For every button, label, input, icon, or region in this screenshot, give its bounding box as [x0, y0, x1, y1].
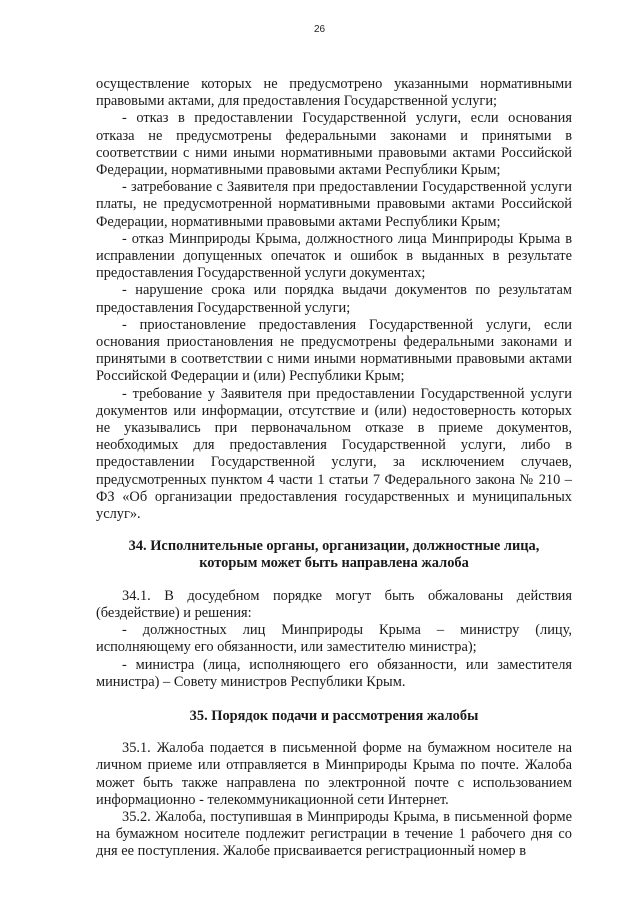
- list-item: - должностных лиц Минприроды Крыма – министру (лицу, исполняющему его обязанности, или заместителю министра);: [96, 622, 572, 656]
- paragraph: осуществление которых не предусмотрено указанными нормативными правовыми актами, для предоставления Государственной услуги;: [96, 76, 572, 110]
- list-item: - нарушение срока или порядка выдачи документов по результатам предоставления Государственной услуги;: [96, 282, 572, 316]
- list-item: - затребование с Заявителя при предоставлении Государственной услуги платы, не предусмотренной нормативными правовыми актами Российской Федерации, нормативными правовыми актами Республики Крым;: [96, 179, 572, 230]
- section-34-heading-line1: 34. Исполнительные органы, организации, должностные лица,: [128, 538, 540, 555]
- paragraph: 34.1. В досудебном порядке могут быть обжалованы действия (бездействие) и решения:: [96, 587, 572, 621]
- page-number: 26: [313, 24, 326, 35]
- section-35-heading: 35. Порядок подачи и рассмотрения жалобы: [189, 707, 479, 724]
- list-item: - отказ Минприроды Крыма, должностного лица Минприроды Крыма в исправлении допущенных опечаток и ошибок в выданных в результате предоставления Государственной услуги документах;: [96, 230, 572, 282]
- list-item: - министра (лица, исполняющего его обязанности, или заместителя министра) – Совету министров Республики Крым.: [96, 656, 572, 690]
- list-item: - отказ в предоставлении Государственной услуги, если основания отказа не предусмотрены федеральными законами и принятыми в соответствии с ними иными нормативными правовыми актами Российской Федерации, нормативными правовыми актами Республики Крым;: [96, 110, 572, 179]
- list-item: - приостановление предоставления Государственной услуги, если основания приостановления не предусмотрены федеральными законами и принятыми в соответствии с ними иными нормативными правовыми актами Российской Федерации и (или) Республики Крым;: [96, 316, 572, 385]
- document-body: [96, 76, 572, 861]
- section-34-heading-line2: которым может быть направлена жалоба: [199, 555, 469, 572]
- paragraph: 35.2. Жалоба, поступившая в Минприроды Крыма, в письменной форме на бумажном носителе подлежит регистрации в течение 1 рабочего дня со дня ее поступления. Жалобе присваивается регистрационный номер в: [96, 808, 572, 860]
- section-34-heading: [96, 538, 572, 572]
- list-item: - требование у Заявителя при предоставлении Государственной услуги документов или информации, отсутствие и (или) недостоверность которых не указывались при первоначальном отказе в приеме документов, необходимых для предоставления Государственной услуги, либо в предоставлении Государственной услуги, за исключением случаев, предусмотренных пунктом 4 части 1 статьи 7 Федерального закона № 210 – ФЗ «Об организации предоставления государственных и муниципальных услуг».: [96, 385, 572, 523]
- paragraph: 35.1. Жалоба подается в письменной форме на бумажном носителе на личном приеме или отправляется в Минприроды Крыма по почте. Жалоба может быть также направлена по электронной почте с использованием информационно - телекоммуникационной сети Интернет.: [96, 740, 572, 808]
